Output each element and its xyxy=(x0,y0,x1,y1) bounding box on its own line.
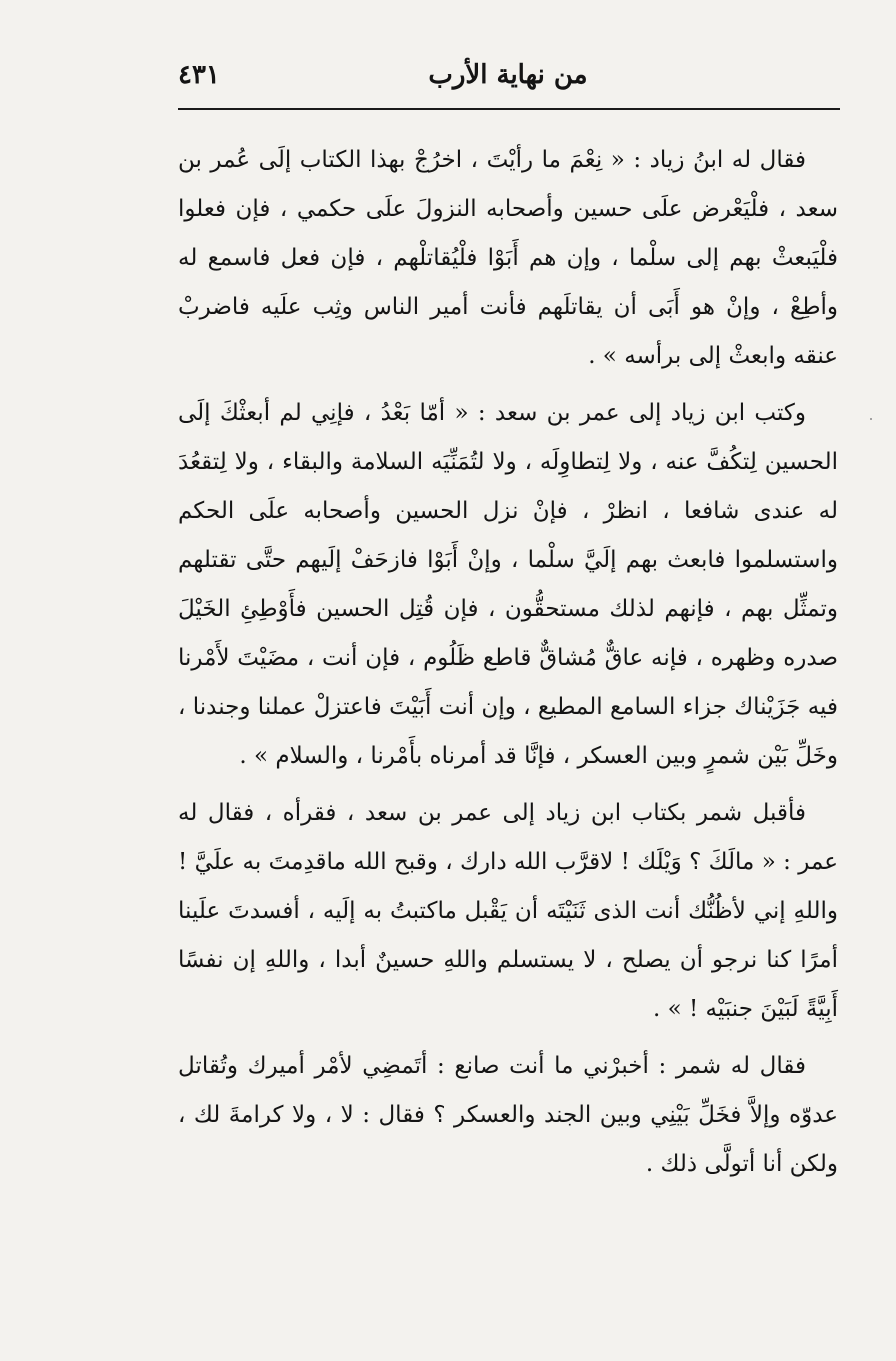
running-title: من نهاية الأرب xyxy=(428,60,588,90)
paragraph-2: وكتب ابن زياد إلى عمر بن سعد : « أمّا بَعْدُ ، فإنِي لم أبعثْكَ إلَى الحسين لِتكُفَّ عنه ، ولا لِتطاوِلَه ، ولا لتُمَنِّيَه السلامة والبقاء ، ولا لِتقعُدَ له عندى شافعا ، انظرْ ، فإنْ نزل الحسين وأصحابه علَى الحكم واستسلموا فابعث بهم إلَيَّ سلْما ، وإنْ أَبَوْا فازحَفْ إلَيهم حتَّى تقتلهم وتمثِّل بهم ، فإنهم لذلك مستحقُّون ، فإن قُتِل الحسين فأَوْطِئِ الخَيْلَ صدره وظهره ، فإنه عاقٌّ مُشاقٌّ قاطع ظَلُوم ، فإن أنت ، مضَيْتَ لأَمْرنا فيه جَزَيْناك جزاء السامع المطيع ، وإن أنت أَبَيْتَ فاعتزلْ عملنا وجندنا ، وخَلِّ بَيْن شمرٍ وبين العسكر ، فإنَّا قد أمرناه بأَمْرنا ، والسلام » . xyxy=(178,400,838,769)
header-rule xyxy=(178,108,840,110)
paragraph-3: فأقبل شمر بكتاب ابن زياد إلى عمر بن سعد ، فقرأه ، فقال له عمر : « مالَكَ ؟ وَيْلَك ! لاقرَّب الله دارك ، وقبح الله ماقدِمتَ به علَيَّ ! واللهِ إني لأظُنُّك أنت الذى ثَنَيْتَه أن يَقْبل ماكتبتُ به إلَيه ، أفسدتَ علَينا أمرًا كنا نرجو أن يصلح ، لا يستسلم واللهِ حسينٌ أبدا ، واللهِ إن نفسًا أَبِيَّةً لَبَيْنَ جنبَيْه ! » . xyxy=(178,800,838,1022)
paragraph-1: فقال له ابنُ زياد : « نِعْمَ ما رأيْتَ ، اخرُجْ بهذا الكتاب إلَى عُمر بن سعد ، فلْيَعْرض علَى حسين وأصحابه النزولَ علَى حكمي ، فإن فعلوا فلْيَبعثْ بهم إلى سلْما ، وإن هم أَبَوْا فلْيُقاتلْهم ، فإن فعل فاسمع له وأطِعْ ، وإنْ هو أَبَى أن يقاتلَهم فأنت أمير الناس وثِب علَيه فاضربْ عنقه وابعثْ إلى برأسه » . xyxy=(178,147,838,369)
body-text xyxy=(178,136,838,1189)
page-header xyxy=(178,54,838,98)
margin-speck xyxy=(870,418,872,420)
page-number: ٤٣١ xyxy=(178,60,220,90)
paragraph-4: فقال له شمر : أخبرْني ما أنت صانع : أتَمضِي لأمْر أميرك وتُقاتل عدوّه وإلاَّ فخَلِّ بَيْنِي وبين الجند والعسكر ؟ فقال : لا ، ولا كرامةَ لك ، ولكن أنا أتولَّى ذلك . xyxy=(178,1053,838,1177)
